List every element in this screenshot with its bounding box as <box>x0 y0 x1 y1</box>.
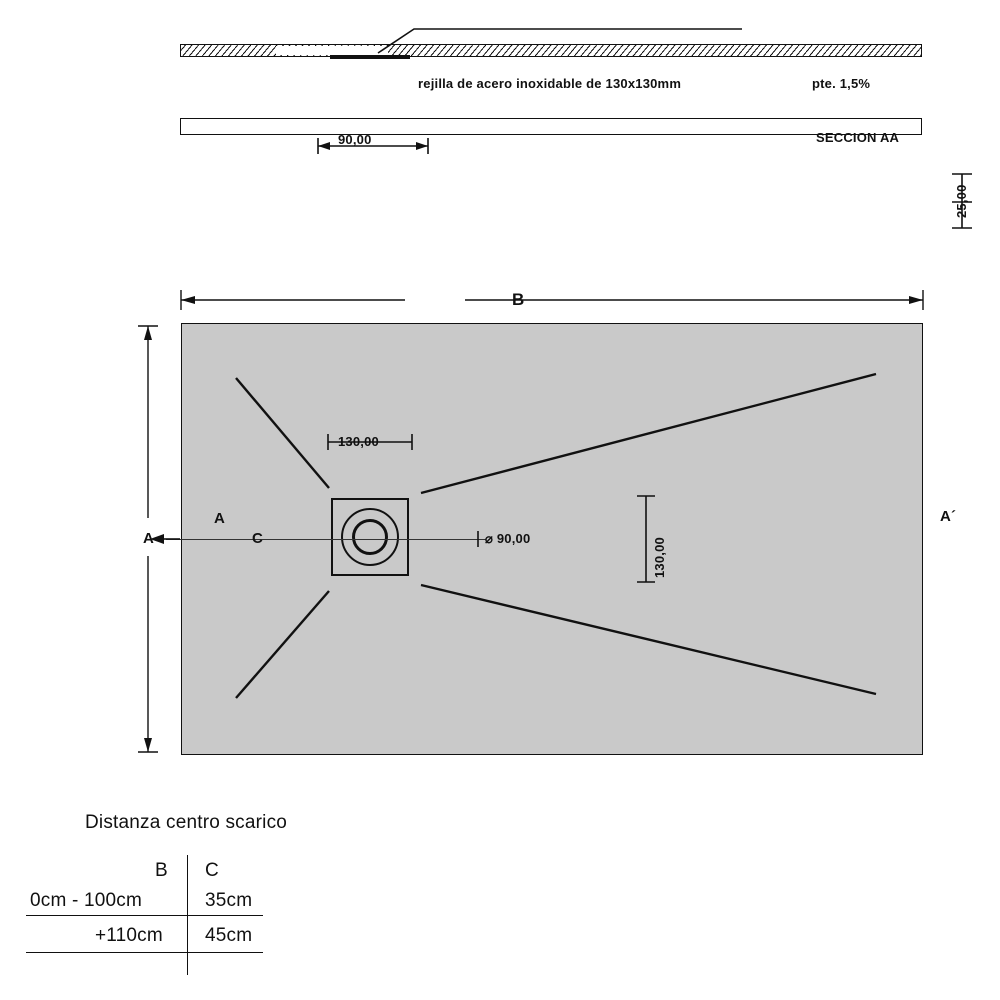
top-section-drain-gap <box>276 46 388 55</box>
section-width-dimension <box>312 136 434 156</box>
table-header-c: C <box>205 860 219 881</box>
table-row-0-c: 35cm <box>205 890 253 911</box>
slope-note-label: pte. 1,5% <box>812 76 871 91</box>
section-width-value: 90,00 <box>338 132 372 147</box>
thickness-value: 25,00 <box>954 184 969 218</box>
section-mark-a-inner: A <box>214 510 226 527</box>
section-mark-a-right: A´ <box>940 508 957 525</box>
drain-width-value: 130,00 <box>338 434 379 449</box>
dimension-label-b: B <box>512 290 525 309</box>
plan-height-dimension <box>136 318 160 760</box>
plan-width-dimension-b <box>175 288 929 310</box>
table-row-0-underline <box>26 915 263 916</box>
table-row-0-b: 0cm - 100cm <box>30 890 143 911</box>
table-header-b: B <box>155 860 168 881</box>
drain-diameter-tick <box>470 531 486 547</box>
table-title: Distanza centro scarico <box>85 812 288 833</box>
top-section-drain-body <box>330 55 410 59</box>
table-row-1-b: +110cm <box>95 925 163 946</box>
slope-ramp-line <box>378 27 742 55</box>
table-row-1-c: 45cm <box>205 925 253 946</box>
grate-note-label: rejilla de acero inoxidable de 130x130mm <box>418 76 682 91</box>
section-aa-label: SECCION AA <box>816 130 900 145</box>
section-aa-profile-box <box>180 118 922 135</box>
section-line-aa <box>166 539 486 540</box>
dimension-label-c: C <box>252 530 264 547</box>
drain-inner-ring <box>352 519 388 555</box>
table-row-1-underline <box>26 952 263 953</box>
drain-height-value: 130,00 <box>652 537 667 578</box>
section-mark-a-left: A <box>143 530 155 547</box>
drain-diameter-value: ⌀ 90,00 <box>485 531 531 546</box>
